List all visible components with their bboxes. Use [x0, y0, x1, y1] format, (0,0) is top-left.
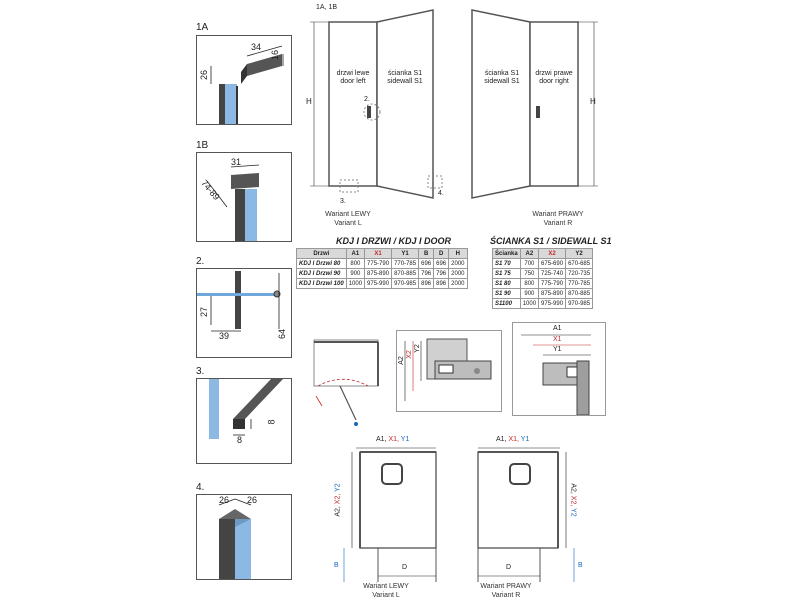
wall-table-header: Ścianka A2 X2 Y2	[493, 249, 593, 259]
detail-3-label: 3.	[196, 366, 205, 377]
elevation-right-h-label: H	[590, 97, 596, 106]
table-row: KDJ I Drzwi 100 1000 975-990 970-985 896 896 2000	[297, 279, 468, 289]
detail-2-dim-offset: 27	[199, 306, 210, 318]
table-row: S1 90 900 875-890 870-885	[493, 289, 593, 299]
plan-left-side-dim: A2, X2, Y2	[334, 483, 342, 517]
plan-left-top-dim: A1, X1, Y1	[376, 436, 410, 443]
plan-right-side-dim: A2, X2, Y2	[569, 483, 577, 517]
elevation-right-marker-4: 4.	[438, 190, 444, 197]
profile-x1-label: X1	[553, 336, 562, 343]
door-table-title: KDJ I DRZWI / KDJ I DOOR	[336, 236, 452, 246]
elevation-right-caption: Wariant PRAWY Variant R	[532, 211, 584, 227]
table-row: S1 75 750 725-740 720-735	[493, 269, 593, 279]
profile-a2-label: A2	[397, 356, 405, 365]
detail-2-label: 2.	[196, 256, 205, 267]
plan-right-d-label: D	[506, 564, 512, 571]
detail-3-dim-height: 8	[266, 419, 277, 425]
elevation-left-top-labels: 1A, 1B	[316, 4, 338, 11]
detail-1a-label: 1A	[196, 22, 209, 33]
elevation-left-wall-label: ścianka S1 sidewall S1	[387, 70, 423, 85]
plan-left-d-label: D	[402, 564, 408, 571]
elevation-left-marker-3: 3.	[340, 198, 346, 205]
detail-4-dim-right: 26	[247, 495, 258, 505]
plan-right-caption: Wariant PRAWY Variant R	[480, 583, 532, 599]
detail-1a-dim-height: 16	[270, 49, 281, 61]
elevation-left-door-label: drzwi lewe door left	[336, 70, 370, 85]
plan-right-b-label: B	[578, 562, 583, 569]
profile-y1-label: Y1	[553, 346, 562, 353]
detail-1a-dim-width: 34	[251, 42, 262, 52]
table-row: KDJ I Drzwi 90 900 875-890 870-885 796 796 2000	[297, 269, 468, 279]
table-row: S1 70 700 675-690 670-685	[493, 259, 593, 269]
elevation-left-marker-2: 2.	[364, 96, 370, 103]
plan-right-top-dim: A1, X1, Y1	[496, 436, 530, 443]
profile-y2-label: Y2	[413, 344, 421, 353]
detail-3-dim-width: 8	[237, 435, 243, 445]
plan-left-caption: Wariant LEWY Variant L	[363, 583, 409, 599]
table-row: S1100 1000 975-990 970-985	[493, 299, 593, 309]
profile-x2-label: X2	[405, 350, 413, 359]
door-table-header: Drzwi A1 X1 Y1 B D H	[297, 249, 468, 259]
elevation-right-wall-label: ścianka S1 sidewall S1	[484, 70, 520, 85]
elevation-right-door-label: drzwi prawe door right	[535, 70, 573, 85]
plan-left-b-label: B	[334, 562, 339, 569]
detail-4-dim-left: 26	[219, 495, 230, 505]
elevation-left-caption: Wariant LEWY Variant L	[325, 211, 371, 227]
table-row: S1 80 800 775-790 770-785	[493, 279, 593, 289]
table-row: KDJ I Drzwi 80 800 775-790 770-785 696 696 2000	[297, 259, 468, 269]
detail-1a-dim-depth: 26	[199, 69, 210, 81]
elevation-left-h-label: H	[306, 97, 312, 106]
detail-2-dim-height: 64	[277, 328, 288, 340]
detail-1b-dim-width: 31	[231, 157, 242, 167]
profile-a1-label: A1	[553, 325, 562, 332]
detail-1b-label: 1B	[196, 140, 209, 151]
detail-4-label: 4.	[196, 482, 205, 493]
detail-2-dim-width: 39	[219, 331, 230, 341]
wall-table-title: ŚCIANKA S1 / SIDEWALL S1	[490, 236, 612, 246]
detail-1b-dim-range: 74-89	[199, 177, 222, 203]
